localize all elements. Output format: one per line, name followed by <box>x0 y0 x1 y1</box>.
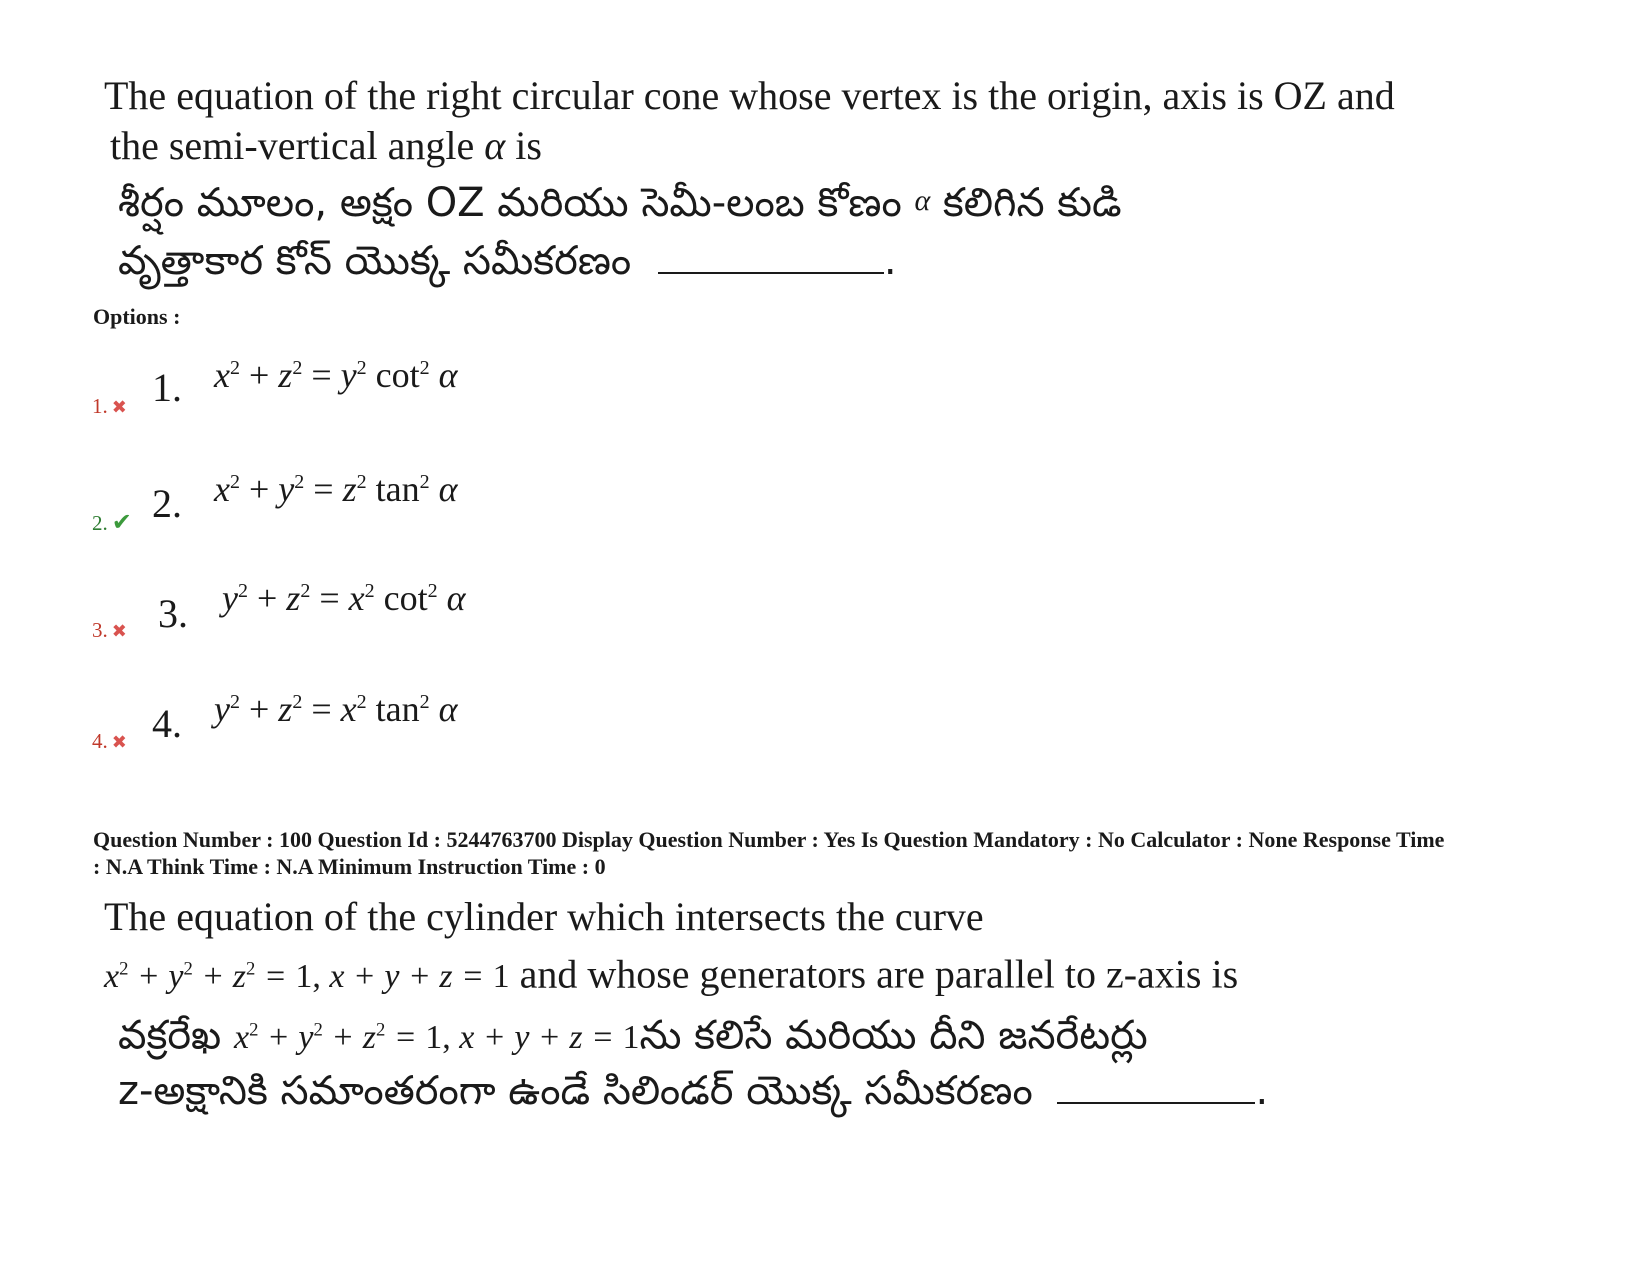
checkmark-icon: ✔ <box>111 508 132 536</box>
question-metadata <box>93 826 1573 880</box>
answer-blank <box>658 272 884 274</box>
option-4-index: 4. ✖ <box>92 729 127 753</box>
option-1-equation[interactable]: $x^2 + z^2 = y^2$ $\cot^2 \alpha$ <box>214 355 458 395</box>
curve-equation: $x^2 + y^2 + z^2 = 1$, x + y + z = 1 <box>104 958 510 996</box>
q99-telugu-line-1: శీర్షం మూలం, అక్షం OZ మరియు సెమీ-లంబ కోణం α కలిగిన కుడి <box>118 180 1122 226</box>
cross-icon: ✖ <box>111 397 127 418</box>
option-3-index: 3. ✖ <box>92 618 127 642</box>
question-metadata-line-1: Question Number : 100 Question Id : 5244763700 Display Question Number : Yes Is Question Mandatory : No Calculator : None Response Time <box>93 827 1445 852</box>
option-1-index: 1. ✖ <box>92 394 127 418</box>
option-3-equation[interactable]: $y^2 + z^2 = x^2$ $\cot^2 \alpha$ <box>222 578 466 618</box>
option-3-number: 3. <box>158 591 188 636</box>
q99-english-line-1: The equation of the right circular cone whose vertex is the origin, axis is OZ and <box>104 73 1395 118</box>
q99-telugu-line-2: వృత్తాకార కోన్ యొక్క సమీకరణం . <box>118 238 897 284</box>
option-4-equation[interactable]: $y^2 + z^2 = x^2$ $\tan^2 \alpha$ <box>214 689 458 729</box>
q100-telugu-line-2: z-అక్షానికి సమాంతరంగా ఉండే సిలిండర్ యొక్క సమీకరణం . <box>118 1068 1269 1114</box>
question-metadata-line-2: : N.A Think Time : N.A Minimum Instruction Time : 0 <box>93 854 606 879</box>
q100-english-line-1: The equation of the cylinder which intersects the curve <box>104 894 984 939</box>
options-label: Options : <box>93 304 181 329</box>
option-2-equation[interactable]: $x^2 + y^2 = z^2$ $\tan^2 \alpha$ <box>214 469 458 509</box>
q100-telugu-line-1: వక్రరేఖ $x^2 + y^2 + z^2 = 1$, x + y + z = 1ను కలిసే మరియు దీని జనరేటర్లు <box>118 1012 1148 1059</box>
q99-english-line-2: the semi-vertical angle α is <box>110 123 542 168</box>
option-4-number: 4. <box>152 701 182 746</box>
cross-icon: ✖ <box>111 621 127 642</box>
cross-icon: ✖ <box>111 732 127 753</box>
option-1-number: 1. <box>152 365 182 410</box>
q100-english-line-2: $x^2 + y^2 + z^2 = 1$, x + y + z = 1 and whose generators are parallel to z-axis is <box>104 951 1239 997</box>
option-2-index: 2. ✔ <box>92 508 132 536</box>
option-2-number: 2. <box>152 481 182 526</box>
answer-blank <box>1057 1102 1255 1104</box>
